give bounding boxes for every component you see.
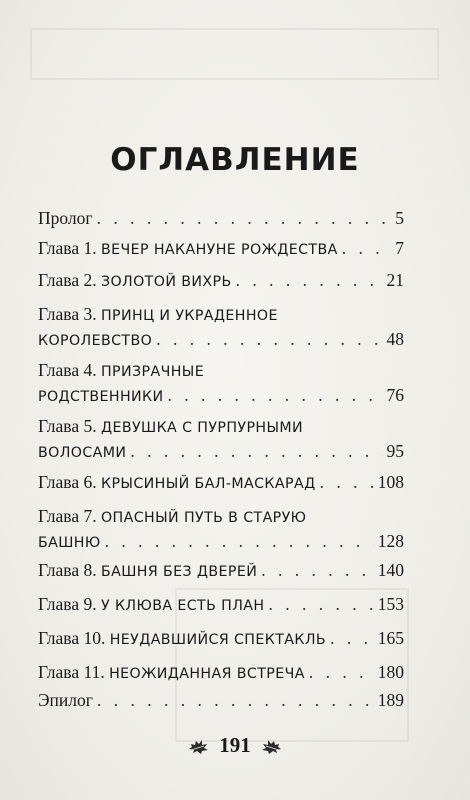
page-ref: 76 — [386, 385, 404, 405]
chapter-label: Пролог — [38, 208, 93, 228]
chapter-title: У КЛЮВА ЕСТЬ ПЛАН — [100, 598, 265, 614]
chapter-label: Глава 4. — [38, 360, 97, 380]
chapter-title: ДЕВУШКА С ПУРПУРНЫМИ — [100, 420, 304, 436]
chapter-title: НЕУДАВШИЙСЯ СПЕКТАКЛЬ — [109, 632, 327, 648]
dot-leader — [330, 626, 374, 651]
toc-entry — [38, 558, 404, 583]
dot-leader — [97, 688, 374, 713]
page-ref: 153 — [377, 594, 404, 614]
dot-leader — [97, 206, 392, 231]
chapter-label: Глава 8. — [38, 560, 97, 580]
page-ref: 165 — [377, 628, 404, 648]
page-ref: 48 — [386, 329, 404, 349]
toc-entry-line — [38, 470, 404, 495]
chapter-title: РОДСТВЕННИКИ — [38, 389, 164, 405]
dot-leader — [309, 660, 374, 685]
chapter-label: Глава 5. — [38, 416, 97, 436]
toc-entry-line — [38, 529, 404, 554]
toc-entry-line — [38, 236, 404, 261]
page-ref: 21 — [386, 270, 404, 290]
chapter-label: Глава 7. — [38, 506, 97, 526]
page-ref: 7 — [395, 238, 404, 258]
chapter-label: Глава 1. — [38, 238, 97, 258]
chapter-title: НЕОЖИДАННАЯ ВСТРЕЧА — [109, 666, 305, 682]
dot-leader — [268, 592, 373, 617]
chapter-label: Глава 3. — [38, 304, 97, 324]
chapter-label: Глава 9. — [38, 594, 97, 614]
toc-entry-line — [38, 592, 404, 617]
page-ref: 180 — [377, 662, 404, 682]
chapter-title: ПРИНЦ И УКРАДЕННОЕ — [100, 308, 278, 324]
chapter-title: БАШНЯ БЕЗ ДВЕРЕЙ — [100, 564, 258, 580]
chapter-title: ВЕЧЕР НАКАНУНЕ РОЖДЕСТВА — [100, 242, 338, 258]
chapter-title: КРЫСИНЫЙ БАЛ-МАСКАРАД — [100, 476, 316, 492]
page-ref: 128 — [377, 531, 404, 551]
dot-leader — [156, 327, 382, 352]
dot-leader — [320, 470, 374, 495]
toc-entry — [38, 626, 404, 651]
toc-entry-line — [38, 206, 404, 231]
holly-leaf-icon — [261, 737, 283, 755]
chapter-title: БАШНЮ — [38, 535, 101, 551]
page-footer — [0, 733, 470, 758]
holly-leaf-icon — [187, 737, 209, 755]
toc-entry-line — [38, 439, 404, 464]
page-title: ОГЛАВЛЕНИЕ — [110, 142, 360, 178]
chapter-title: ПРИЗРАЧНЫЕ — [100, 364, 205, 380]
dot-leader — [168, 383, 383, 408]
toc-entry — [38, 470, 404, 495]
toc-entry-line — [38, 358, 404, 383]
toc-entry-line — [38, 414, 404, 439]
toc-entry — [38, 206, 404, 231]
toc-entry-line — [38, 268, 404, 293]
chapter-label: Глава 6. — [38, 472, 97, 492]
toc-entry — [38, 592, 404, 617]
toc-entry-line — [38, 660, 404, 685]
chapter-title: КОРОЛЕВСТВО — [38, 333, 153, 349]
page-number: 191 — [219, 733, 251, 757]
page-ref: 95 — [386, 441, 404, 461]
toc-entry-line — [38, 504, 404, 529]
toc-entry — [38, 660, 404, 685]
toc-entry — [38, 236, 404, 261]
dot-leader — [236, 268, 383, 293]
toc-entry-line — [38, 327, 404, 352]
toc-entry-line — [38, 626, 404, 651]
chapter-title: ОПАСНЫЙ ПУТЬ В СТАРУЮ — [100, 510, 307, 526]
chapter-label: Глава 11. — [38, 662, 105, 682]
dot-leader — [342, 236, 392, 261]
bleed-through-box — [30, 28, 439, 80]
toc-entry-line — [38, 383, 404, 408]
toc-entry-line — [38, 558, 404, 583]
page-ref: 189 — [377, 690, 404, 710]
page-ref: 140 — [377, 560, 404, 580]
chapter-label: Глава 2. — [38, 270, 97, 290]
toc-entry-line — [38, 688, 404, 713]
toc-entry-line — [38, 302, 404, 327]
chapter-label: Эпилог — [38, 690, 93, 710]
chapter-label: Глава 10. — [38, 628, 106, 648]
toc-entry — [38, 358, 404, 408]
toc-entry — [38, 688, 404, 713]
toc-entry — [38, 302, 404, 352]
page-ref: 108 — [377, 472, 404, 492]
dot-leader — [105, 529, 374, 554]
chapter-title: ВОЛОСАМИ — [38, 445, 127, 461]
dot-leader — [130, 439, 382, 464]
dot-leader — [261, 558, 374, 583]
page-ref: 5 — [395, 208, 404, 228]
toc-entry — [38, 414, 404, 464]
chapter-title: ЗОЛОТОЙ ВИХРЬ — [100, 274, 232, 290]
toc-entry — [38, 504, 404, 554]
toc-entry — [38, 268, 404, 293]
